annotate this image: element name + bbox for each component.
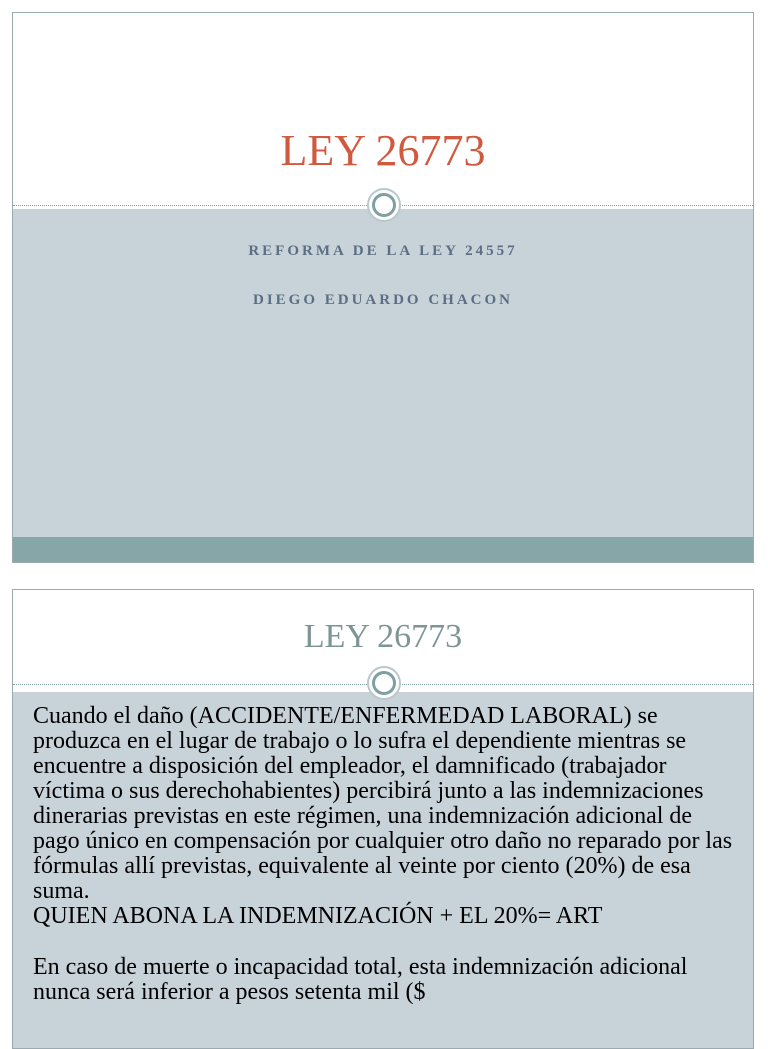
slide-2-content <box>33 704 741 1005</box>
paragraph-who-pays: QUIEN ABONA LA INDEMNIZACIÓN + EL 20%= ART <box>33 903 603 929</box>
paragraph-death-incapacity: En caso de muerte o incapacidad total, esta indemnización adicional nunca será inferior a pesos setenta mil ($ <box>33 954 688 1005</box>
slide-1-title: LEY 26773 <box>280 126 486 175</box>
slide-1-author: DIEGO EDUARDO CHACON <box>252 292 513 308</box>
slide-2 <box>12 589 754 1049</box>
circle-ornament-icon <box>367 666 401 700</box>
circle-ornament-icon <box>367 188 401 222</box>
slide-1-subtitle: REFORMA DE LA LEY 24557 <box>248 243 518 259</box>
slide-1 <box>12 12 754 563</box>
slide-1-title-area <box>13 13 753 209</box>
paragraph-damage-compensation: Cuando el daño (ACCIDENTE/ENFERMEDAD LABORAL) se produzca en el lugar de trabajo o lo sufra el dependiente mientras se encuentre a disposición del empleador, el damnificado (trabajador víctima o sus derechohabientes) percibirá junto a las indemnizaciones dinerarias previstas en este régimen, una indemnización adicional de pago único en compensación por cualquier otro daño no reparado por las fórmulas allí previstas, equivalente al veinte por ciento (20%) de esa suma. <box>33 703 733 904</box>
slide-2-title: LEY 26773 <box>303 618 463 655</box>
slide-1-bottom-bar <box>13 537 753 562</box>
